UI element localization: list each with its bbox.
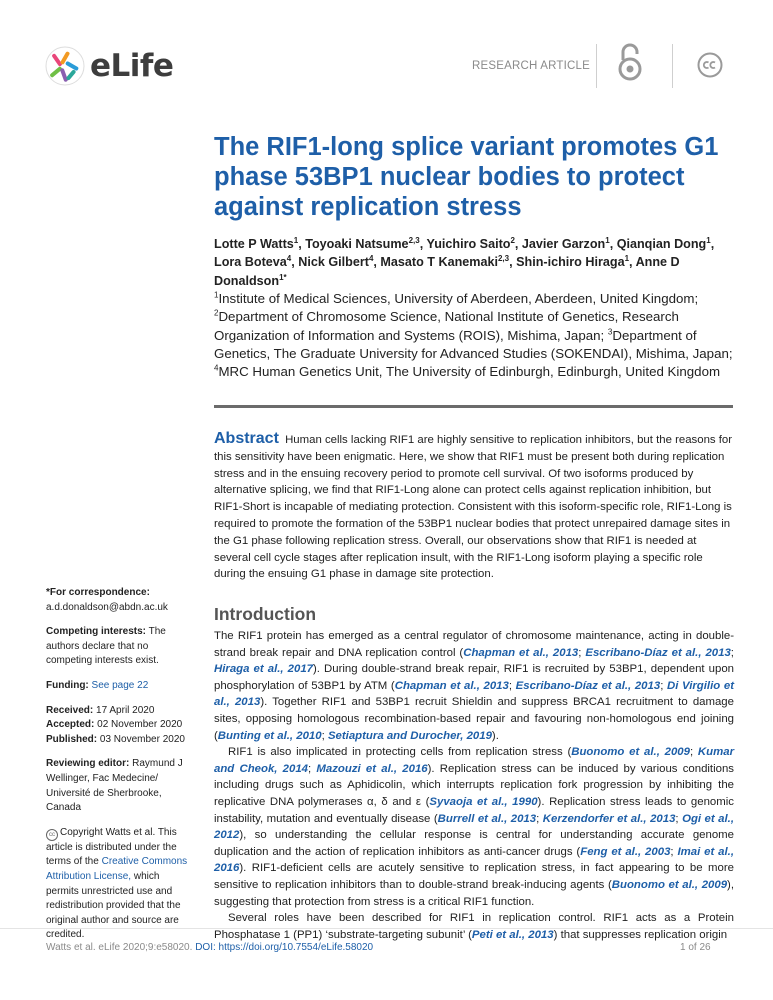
author-affiliation-mark: 2 — [510, 235, 515, 245]
copyright-block — [46, 826, 194, 943]
correspondence-label: *For correspondence: — [46, 587, 150, 598]
citation-link[interactable]: Di Virgilio et al., 2013 — [214, 679, 734, 709]
body-text-run: ; — [660, 679, 667, 692]
header-divider — [672, 44, 673, 88]
affiliation-number: 3 — [607, 327, 613, 337]
page-number: 1 of 26 — [680, 942, 711, 953]
creative-commons-icon[interactable] — [697, 52, 723, 78]
author-affiliation-mark: 1 — [706, 235, 711, 245]
citation-link[interactable]: Buonomo et al., 2009 — [611, 878, 728, 891]
citation-link[interactable]: Buonomo et al., 2009 — [571, 746, 690, 759]
author-name[interactable]: Anne D Donaldson — [214, 255, 680, 288]
affiliation-text: Department of Genetics, The Graduate University for Advanced Studies (SOKENDAI), Mishima, Japan; — [214, 327, 733, 361]
received-label: Received: — [46, 704, 94, 716]
citation-link[interactable]: Peti et al., 2013 — [471, 928, 554, 941]
introduction-body — [214, 628, 734, 943]
author-name[interactable]: Toyoaki Natsume — [305, 237, 409, 251]
affiliations — [214, 290, 736, 381]
abstract-heading: Abstract — [214, 430, 279, 447]
body-text-run: ; — [508, 679, 516, 692]
competing-interests-text: The authors declare that no competing interests exist. — [46, 626, 166, 667]
body-text-run: ), so understanding the cellular response is central for understanding accurate genome duplication and the action of replication inhibitors as anti-cancer drugs ( — [214, 829, 734, 858]
citation-link[interactable]: Mazouzi et al., 2016 — [316, 762, 428, 775]
article-sidebar — [46, 586, 194, 953]
citation-link[interactable]: Imai et al., 2016 — [214, 845, 734, 875]
author-affiliation-mark: 4 — [286, 254, 292, 264]
funding-label: Funding: — [46, 679, 89, 691]
footer-doi-link[interactable]: DOI: https://doi.org/10.7554/eLife.58020 — [195, 942, 374, 953]
affiliation-text: Institute of Medical Sciences, University of Aberdeen, Aberdeen, United Kingdom; — [218, 291, 699, 306]
citation-link[interactable]: Escribano-Díaz et al., 2013 — [515, 679, 661, 692]
body-text-run: Several roles have been described for RIF1 in replication control. RIF1 acts as a Protein Phosphatase 1 (PP1) ‘substrate-targeting subunit’ ( — [214, 912, 734, 941]
competing-interests-label: Competing interests: — [46, 626, 147, 638]
body-text-run: ; — [689, 746, 698, 759]
body-text-run: RIF1 is also implicated in protecting cells from replication stress ( — [228, 746, 572, 759]
paragraph — [214, 910, 734, 943]
body-text-run: ; — [670, 845, 678, 858]
citation-link[interactable]: Kumar and Cheok, 2014 — [214, 746, 735, 775]
body-text-run: ). — [491, 729, 499, 742]
body-text-run: ). During double-strand break repair, RIF1 is recruited by 53BP1, dependent upon phosphorylation of 53BP1 by ATM ( — [214, 663, 735, 692]
author-affiliation-mark: 1 — [624, 254, 630, 264]
citation-link[interactable]: Kerzendorfer et al., 2013 — [542, 812, 676, 825]
affiliation-number: 4 — [214, 363, 219, 373]
footer-citation — [46, 942, 373, 953]
citation-link[interactable]: Hiraga et al., 2017 — [214, 663, 313, 676]
body-text-run: ) that suppresses replication origin — [553, 928, 728, 941]
body-text-run: ). Together RIF1 and 53BP1 recruit Shieldin and suppress BRCA1 recruitment to damage sites, opposing homologous recombination-based repair and favouring non-homologous end joining ( — [214, 696, 734, 742]
body-text-run: ). RIF1-deficient cells are acutely sensitive to replication stress, in fact appearing to be more sensitive to replication inhibitors than to double-strand break-inducing agents ( — [214, 862, 734, 891]
author-name[interactable]: Yuichiro Saito — [426, 237, 511, 251]
body-text-run: ). Replication stress can be induced by various conditions including drugs such as Aphidicolin, which interrupts replication fork progression by inhibiting the replicative DNA polymerases α, δ and ε ( — [214, 762, 734, 808]
body-text-run: ; — [675, 812, 683, 825]
body-text-run: ). Replication stress leads to genomic instability, mutation and eventually disease ( — [214, 795, 734, 825]
citation-link[interactable]: Escribano-Díaz et al., 2013 — [585, 646, 731, 659]
body-text-run: ; — [578, 646, 586, 659]
body-text-run: The RIF1 protein has emerged as a central regulator of chromosome maintenance, acting in double-strand break repair and DNA replication control ( — [214, 630, 734, 659]
copyright-text: Copyright Watts et al. This article is distributed under the terms of the — [46, 826, 177, 868]
published-date: 03 November 2020 — [99, 733, 185, 745]
footer-divider — [0, 928, 773, 929]
affiliation-number: 1 — [214, 290, 219, 300]
accepted-date: 02 November 2020 — [97, 719, 183, 731]
article-title: The RIF1-long splice variant promotes G1 phase 53BP1 nuclear bodies to protect against replication stress — [214, 133, 719, 221]
reviewing-editor-block — [46, 757, 194, 815]
citation-link[interactable]: Syvaoja et al., 1990 — [429, 795, 538, 808]
affiliation-number: 2 — [214, 308, 219, 318]
citation-link[interactable]: Bunting et al., 2010 — [217, 729, 322, 742]
body-text-run: ; — [730, 646, 734, 659]
citation-link[interactable]: Feng et al., 2003 — [580, 845, 671, 858]
abstract — [214, 431, 734, 583]
author-affiliation-mark: 1 — [293, 235, 299, 245]
accepted-label: Accepted: — [46, 719, 95, 731]
citation-link[interactable]: Setiaptura and Durocher, 2019 — [327, 729, 492, 742]
affiliation-text: Department of Chromosome Science, National Institute of Genetics, Research Organization of Information and Systems (ROIS), Mishima, Japan; — [214, 309, 679, 343]
body-text-run: ), suggesting that protection from stress is a critical RIF1 function. — [214, 878, 734, 908]
body-text-run: ; — [536, 812, 543, 825]
introduction-heading: Introduction — [214, 604, 317, 624]
author-affiliation-mark: 1 — [605, 235, 610, 245]
funding-block — [46, 679, 194, 694]
author-affiliation-mark: 4 — [368, 254, 374, 264]
dates-block — [46, 704, 194, 748]
body-text-run: ; — [308, 762, 317, 775]
section-divider — [214, 405, 733, 408]
author-name[interactable]: Nick Gilbert — [298, 255, 369, 270]
elife-logo-icon — [44, 45, 86, 87]
paragraph — [214, 744, 734, 910]
cc-mini-icon: cc — [46, 829, 58, 841]
body-text-run: ; — [321, 729, 328, 742]
competing-interests-block — [46, 625, 194, 669]
article-type-label: RESEARCH ARTICLE — [472, 60, 591, 72]
citation-link[interactable]: Ogi et al., 2012 — [214, 812, 734, 842]
author-name[interactable]: Lora Boteva — [214, 255, 287, 270]
author-name[interactable]: Masato T Kanemaki — [380, 255, 498, 270]
author-affiliation-mark: 1* — [279, 272, 287, 282]
author-affiliation-mark: 2,3 — [497, 254, 510, 264]
affiliation-text: MRC Human Genetics Unit, The University of Edinburgh, Edinburgh, United Kingdom — [218, 364, 721, 380]
author-list: Lotte P Watts$^1$, Toyoaki Natsume$^{2,3}$, Yuichiro Saito$^2$, Javier Garzon$^1$, Qianqian Dong$^1$, Lora Boteva$^4$, Nick Gilbert$^4$, Masato T Kanemaki$^{2,3}$, Shin-ichiro Hiraga$^1$, Anne D Donaldson$^{1*}$ — [214, 235, 715, 288]
author-name[interactable]: Lotte P Watts — [214, 237, 294, 251]
funding-link[interactable]: See page 22 — [91, 679, 149, 691]
license-text: which permits unrestricted use and redistribution provided that the original author and source are credited. — [46, 870, 181, 941]
citation-link[interactable]: Burrell et al., 2013 — [437, 812, 537, 825]
reviewing-editor-label: Reviewing editor: — [46, 758, 130, 770]
author-name[interactable]: Qianqian Dong — [616, 237, 707, 251]
license-link[interactable]: Creative Commons Attribution License, — [46, 856, 188, 882]
citation-link[interactable]: Chapman et al., 2013 — [463, 646, 579, 659]
correspondence-email[interactable]: a.d.donaldson@abdn.ac.uk — [46, 601, 168, 613]
received-date: 17 April 2020 — [96, 704, 155, 716]
paragraph — [214, 628, 734, 744]
citation-link[interactable]: Chapman et al., 2013 — [394, 679, 509, 692]
header-divider — [596, 44, 597, 88]
author-name[interactable]: Javier Garzon — [521, 237, 606, 251]
published-label: Published: — [46, 733, 98, 745]
reviewing-editor-name: Raymund J Wellinger, Fac Medecine/ Université de Sherbrooke, Canada — [46, 758, 183, 814]
correspondence-block — [46, 586, 194, 615]
elife-logo[interactable] — [44, 44, 184, 88]
open-access-icon[interactable] — [616, 42, 644, 82]
author-name[interactable]: Shin-ichiro Hiraga — [516, 255, 625, 270]
abstract-text: Human cells lacking RIF1 are highly sensitive to replication inhibitors, but the reasons for this sensitivity have been enigmatic. Here, we show that RIF1 must be present both during replication stress and in the ensuing recovery period to promote cell survival. Of two isoforms produced by alternative splicing, we find that RIF1-Long alone can protect cells against replication inhibition, but RIF1-Short is incapable of mediating protection. Consistent with this isoform-specific role, RIF1-Long is required to promote the formation of the 53BP1 nuclear bodies that protect unrepaired damage sites in the G1 phase following replication stress. Overall, our observations show that RIF1 is needed at several cell cycle stages after replication insult, with the RIF1-Long isoform playing a specific role during the ensuing G1 phase in damage site protection. — [214, 434, 733, 581]
author-affiliation-mark: 2,3 — [408, 235, 420, 245]
elife-logo-text: eLife — [90, 48, 174, 84]
footer-citation-text: Watts et al. eLife 2020;9:e58020. — [46, 942, 193, 953]
